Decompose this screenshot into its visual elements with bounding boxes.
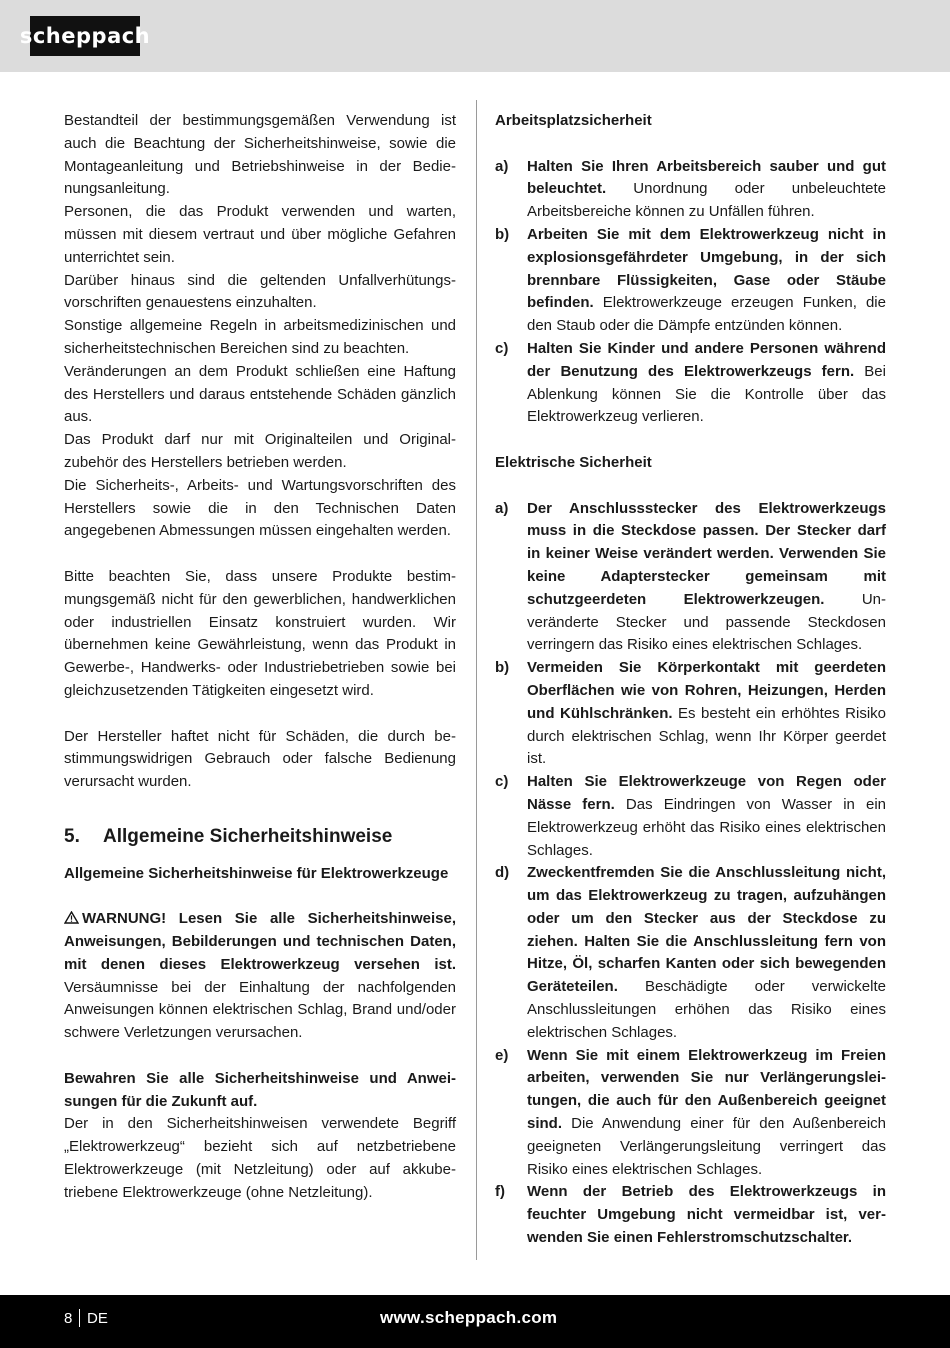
list-item [495,657,886,771]
paragraph: Die Sicherheits-, Arbeits- und Wartungsvorschriften des Herstellers sowie die in den Technischen Daten angegebenen Abmessungen müssen eingehalten werden. [64,476,456,540]
list-item-bold-text: Zweckentfremden Sie die Anschlussleitung nicht, um das Elektrowerkzeug zu tragen, aufzuhängen oder um den Stecker aus der Steckdose zu ziehen. Halten Sie die Anschlussleitung fern von Hitze, Öl, scharfen Kanten oder sich bewegenden Geräteteilen. [527,864,886,996]
list-item [495,862,886,1044]
list-item [495,771,886,862]
paragraph: Sonstige allgemeine Regeln in arbeitsmedizinischen und sicherheitstechnischen Bereichen sind zu beachten. [64,317,456,357]
list-item-text [527,498,886,658]
list-item-bold-text: Der Anschlussstecker des Elektrowerkzeugs muss in die Steckdose passen. Der Stecker darf in keiner Weise verändert werden. Verwenden Sie keine Adapterstecker gemeinsam mit schutzgeerdeten Elektrowerkzeugen. [527,499,886,608]
list-item-bold-text: Halten Sie Elektrowerkzeuge von Regen oder Nässe fern. [527,773,886,813]
list-item-plain-text: Es besteht ein erhöhtes Risiko durch elektrischen Schlag, wenn Ihr Körper geerdet ist. [527,704,887,768]
list-item-plain-text: Unveränderte Stecker und passende Steckdosen verringern das Risiko eines elektrischen Schlages. [527,590,886,654]
list-item-label: b) [495,659,510,677]
electrical-list [495,498,886,1250]
list-item-text [527,771,886,862]
workplace-list [495,156,886,430]
list-item-plain-text: Unordnung oder unbeleuchtete Arbeitsbereiche können zu Unfällen führen. [527,180,886,221]
list-item-bold-text: Wenn der Betrieb des Elektrowerkzeugs in feuchter Umgebung nicht vermeidbar ist, verwenden Sie einen Fehlerstromschutzschalter. [527,1183,886,1247]
warning-text: Versäumnisse bei der Einhaltung der nachfolgenden Anweisungen können elektrischen Schlag, Brand und/oder schwere Verletzungen verursachen. [64,978,456,1042]
paragraph: Bitte beachten Sie, dass unsere Produkte bestimmungsgemäß nicht für den gewerblichen, handwerklichen oder industriellen Einsatz konstruiert wurden. Wir übernehmen keine Gewährleistung, wenn das Produkt in Gewerbe-, Handwerks- oder Industriebetrieben sowie bei gleichzusetzenden Tätigkeiten eingesetzt wird. [64,567,456,699]
list-item-text [527,1181,886,1249]
list-item [495,156,886,224]
section-number: 5. [64,825,80,847]
list-item-plain-text: Die Anwendung einer für den Außenbereich geeigneten Verlängerungsleitung verringert das Risiko eines elektrischen Schlages. [527,1115,886,1178]
list-item [495,1181,886,1249]
page-footer [0,1295,950,1348]
list-item-bold-text: Arbeiten Sie mit dem Elektrowerkzeug nicht in explosionsgefährdeter Umgebung, in der sich brennbare Flüssigkeiten, Gase oder Stäube befinden. [527,225,886,312]
warning-bold-text: WARNUNG! Lesen Sie alle Sicherheitshinweise, Anweisungen, Bebilderungen und technischen Daten, mit denen dieses Elektrowerkzeug versehen ist. [64,910,456,973]
paragraph: Bestandteil der bestimmungsgemäßen Verwendung ist auch die Beachtung der Sicherheitshinweise, sowie die Montageanleitung und Betriebshinweise in der Bedienungsanleitung. [64,112,456,198]
list-item-plain-text: Bei Ablenkung können Sie die Kontrolle über das Elektrowerkzeug verlieren. [527,362,886,426]
list-item-label: a) [495,499,509,517]
list-item [495,1045,886,1182]
right-column [495,110,886,1250]
list-item-label: f) [495,1183,505,1201]
page-number: 8 [64,1310,73,1327]
warning-paragraph [64,908,456,1045]
list-item-bold-text: Vermeiden Sie Körperkontakt mit geerdeten Oberflächen wie von Rohren, Heizungen, Herden und Kühlschränken. [527,659,886,722]
subheading: Allgemeine Sicherheitshinweise für Elektrowerkzeuge [64,864,449,882]
list-item-plain-text: Das Eindringen von Wasser in ein Elektrowerkzeug erhöht das Risiko eines elektrischen Schlages. [527,795,886,859]
list-item-text [527,862,886,1044]
paragraph: Personen, die das Produkt verwenden und warten, müssen mit diesem vertraut und über mögliche Gefahren unterrichtet sein. [64,203,456,266]
list-item [495,224,886,338]
page-header [0,0,950,72]
electrical-heading: Elektrische Sicherheit [495,453,652,471]
paragraph: Der Hersteller haftet nicht für Schäden, die durch bestimmungswidrigen Gebrauch oder falsche Bedienung verursacht wurden. [64,727,456,791]
list-item-text [527,657,886,771]
list-item-bold-text: Halten Sie Kinder und andere Personen während der Benutzung des Elektrowerkzeugs fern. [527,339,886,380]
list-item-text [527,338,886,429]
section-heading [64,825,456,849]
list-item-bold-text: Halten Sie Ihren Arbeitsbereich sauber und gut beleuchtet. [527,157,886,198]
list-item-label: d) [495,864,510,882]
list-item-label: b) [495,225,510,243]
paragraph: Veränderungen an dem Produkt schließen eine Haftung des Herstellers und daraus entstehende Schäden gänzlich aus. [64,362,456,426]
list-item-text [527,1045,886,1182]
list-item-label: a) [495,157,509,175]
list-item [495,498,886,658]
list-item-label: c) [495,339,509,357]
list-item-plain-text: Elektrowerkzeuge erzeugen Funken, die den Staub oder die Dämpfe entzünden können. [527,294,886,335]
website-link[interactable]: www.scheppach.com [380,1308,558,1327]
paragraph: Der in den Sicherheitshinweisen verwendete Begriff „Elektrowerkzeug“ bezieht sich auf netzbetriebene Elektrowerkzeuge (mit Netzleitung) oder auf akkubetriebene Elektrowerkzeuge (ohne Netzleitung). [64,1115,456,1201]
list-item-label: e) [495,1046,509,1064]
list-item-text [527,224,886,338]
keep-instructions-heading: Bewahren Sie alle Sicherheitshinweise und Anweisungen für die Zukunft auf. [64,1069,456,1110]
paragraph: Das Produkt darf nur mit Originalteilen und Originalzubehör des Herstellers betrieben werden. [64,431,456,471]
workplace-heading: Arbeitsplatzsicherheit [495,112,652,129]
list-item-label: c) [495,773,509,791]
footer-separator [79,1309,80,1327]
paragraph: Darüber hinaus sind die geltenden Unfallverhütungsvorschriften genauestens einzuhalten. [64,271,456,312]
section-title: Allgemeine Sicherheitshinweise [103,825,393,847]
column-divider [476,100,477,1260]
warning-triangle-icon [64,911,79,924]
list-item-bold-text: Wenn Sie mit einem Elektrowerkzeug im Freien arbeiten, verwenden Sie nur Verlängerungsleitungen, die auch für den Außenbereich geeignet sind. [527,1046,886,1133]
left-column [64,110,456,1205]
language-code: DE [87,1310,108,1327]
scheppach-logo: scheppach [30,16,140,56]
list-item-plain-text: Beschädigte oder verwickelte Anschlussleitungen erhöhen das Risiko eines elektrischen Schlages. [527,978,886,1041]
list-item [495,338,886,429]
list-item-text [527,156,886,224]
